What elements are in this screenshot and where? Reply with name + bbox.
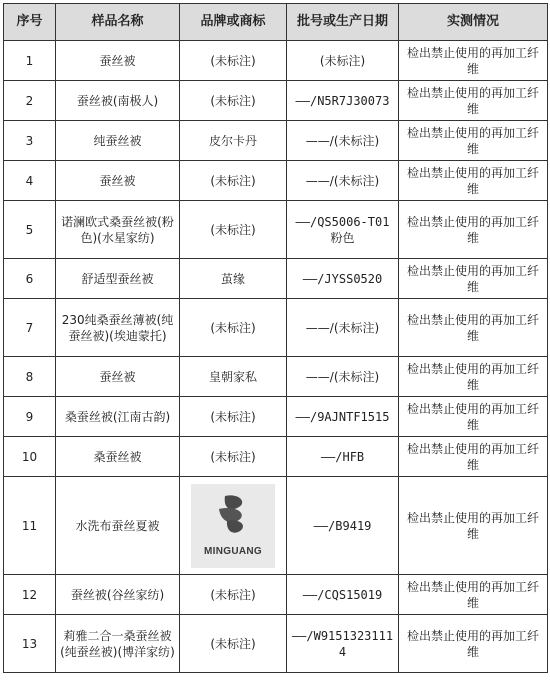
row-sample-name: 蚕丝被(南极人) [56, 81, 180, 121]
row-no: 7 [4, 299, 56, 357]
header-sample-name: 样品名称 [56, 4, 180, 41]
table-row [4, 299, 548, 357]
row-result: 检出禁止使用的再加工纤维 [399, 299, 548, 357]
row-batch: (未标注) [287, 41, 399, 81]
row-sample-name: 水洗布蚕丝夏被 [56, 477, 180, 575]
row-brand: (未标注) [180, 615, 287, 673]
row-brand-logo-cell [180, 477, 287, 575]
row-no: 3 [4, 121, 56, 161]
row-brand: 皮尔卡丹 [180, 121, 287, 161]
row-brand: (未标注) [180, 161, 287, 201]
row-no: 5 [4, 201, 56, 259]
table-row [4, 81, 548, 121]
table-row [4, 575, 548, 615]
header-no: 序号 [4, 4, 56, 41]
row-batch: ——/B9419 [287, 477, 399, 575]
row-brand: (未标注) [180, 575, 287, 615]
row-sample-name: 莉雅二合一桑蚕丝被(纯蚕丝被)(博洋家纺) [56, 615, 180, 673]
minguang-logo-text: MINGUANG [204, 545, 262, 557]
row-no: 6 [4, 259, 56, 299]
row-batch: ——/JYSS0520 [287, 259, 399, 299]
row-result: 检出禁止使用的再加工纤维 [399, 41, 548, 81]
row-batch: ——/(未标注) [287, 357, 399, 397]
row-batch: ——/CQS15019 [287, 575, 399, 615]
table-row [4, 615, 548, 673]
table-row [4, 161, 548, 201]
row-brand: (未标注) [180, 299, 287, 357]
table-row [4, 477, 548, 575]
header-result: 实测情况 [399, 4, 548, 41]
row-no: 8 [4, 357, 56, 397]
row-batch: ——/QS5006-T01粉色 [287, 201, 399, 259]
row-batch: ——/(未标注) [287, 161, 399, 201]
row-sample-name: 230纯桑蚕丝薄被(纯蚕丝被)(埃迪蒙托) [56, 299, 180, 357]
row-sample-name: 舒适型蚕丝被 [56, 259, 180, 299]
row-no: 1 [4, 41, 56, 81]
table-row [4, 259, 548, 299]
row-result: 检出禁止使用的再加工纤维 [399, 357, 548, 397]
table-row [4, 437, 548, 477]
row-batch: ——/N5R7J30073 [287, 81, 399, 121]
table-header-row [4, 4, 548, 41]
minguang-logo-icon [213, 492, 253, 538]
row-result: 检出禁止使用的再加工纤维 [399, 575, 548, 615]
table-row [4, 201, 548, 259]
row-no: 4 [4, 161, 56, 201]
row-result: 检出禁止使用的再加工纤维 [399, 259, 548, 299]
row-batch: ——/(未标注) [287, 121, 399, 161]
row-brand: (未标注) [180, 397, 287, 437]
header-batch: 批号或生产日期 [287, 4, 399, 41]
row-sample-name: 纯蚕丝被 [56, 121, 180, 161]
row-batch: ——/(未标注) [287, 299, 399, 357]
table-row [4, 397, 548, 437]
row-no: 13 [4, 615, 56, 673]
row-result: 检出禁止使用的再加工纤维 [399, 121, 548, 161]
row-result: 检出禁止使用的再加工纤维 [399, 615, 548, 673]
table-row [4, 357, 548, 397]
row-result: 检出禁止使用的再加工纤维 [399, 161, 548, 201]
header-brand: 品牌或商标 [180, 4, 287, 41]
row-brand: 茧缘 [180, 259, 287, 299]
row-result: 检出禁止使用的再加工纤维 [399, 437, 548, 477]
row-brand: (未标注) [180, 41, 287, 81]
row-brand: (未标注) [180, 201, 287, 259]
row-no: 11 [4, 477, 56, 575]
minguang-logo [191, 484, 275, 568]
row-result: 检出禁止使用的再加工纤维 [399, 477, 548, 575]
row-batch: ——/W91513231114 [287, 615, 399, 673]
row-no: 2 [4, 81, 56, 121]
table-row [4, 41, 548, 81]
row-result: 检出禁止使用的再加工纤维 [399, 201, 548, 259]
row-result: 检出禁止使用的再加工纤维 [399, 397, 548, 437]
table-row [4, 121, 548, 161]
row-batch: ——/9AJNTF1515 [287, 397, 399, 437]
row-result: 检出禁止使用的再加工纤维 [399, 81, 548, 121]
row-brand: (未标注) [180, 81, 287, 121]
row-no: 9 [4, 397, 56, 437]
row-sample-name: 桑蚕丝被(江南古韵) [56, 397, 180, 437]
row-sample-name: 诺澜欧式桑蚕丝被(粉色)(水星家纺) [56, 201, 180, 259]
row-no: 12 [4, 575, 56, 615]
row-sample-name: 蚕丝被 [56, 161, 180, 201]
row-sample-name: 蚕丝被 [56, 357, 180, 397]
row-no: 10 [4, 437, 56, 477]
row-sample-name: 蚕丝被 [56, 41, 180, 81]
row-batch: ——/HFB [287, 437, 399, 477]
row-sample-name: 蚕丝被(谷丝家纺) [56, 575, 180, 615]
row-sample-name: 桑蚕丝被 [56, 437, 180, 477]
inspection-results-table [3, 3, 548, 673]
row-brand: 皇朝家私 [180, 357, 287, 397]
row-brand: (未标注) [180, 437, 287, 477]
